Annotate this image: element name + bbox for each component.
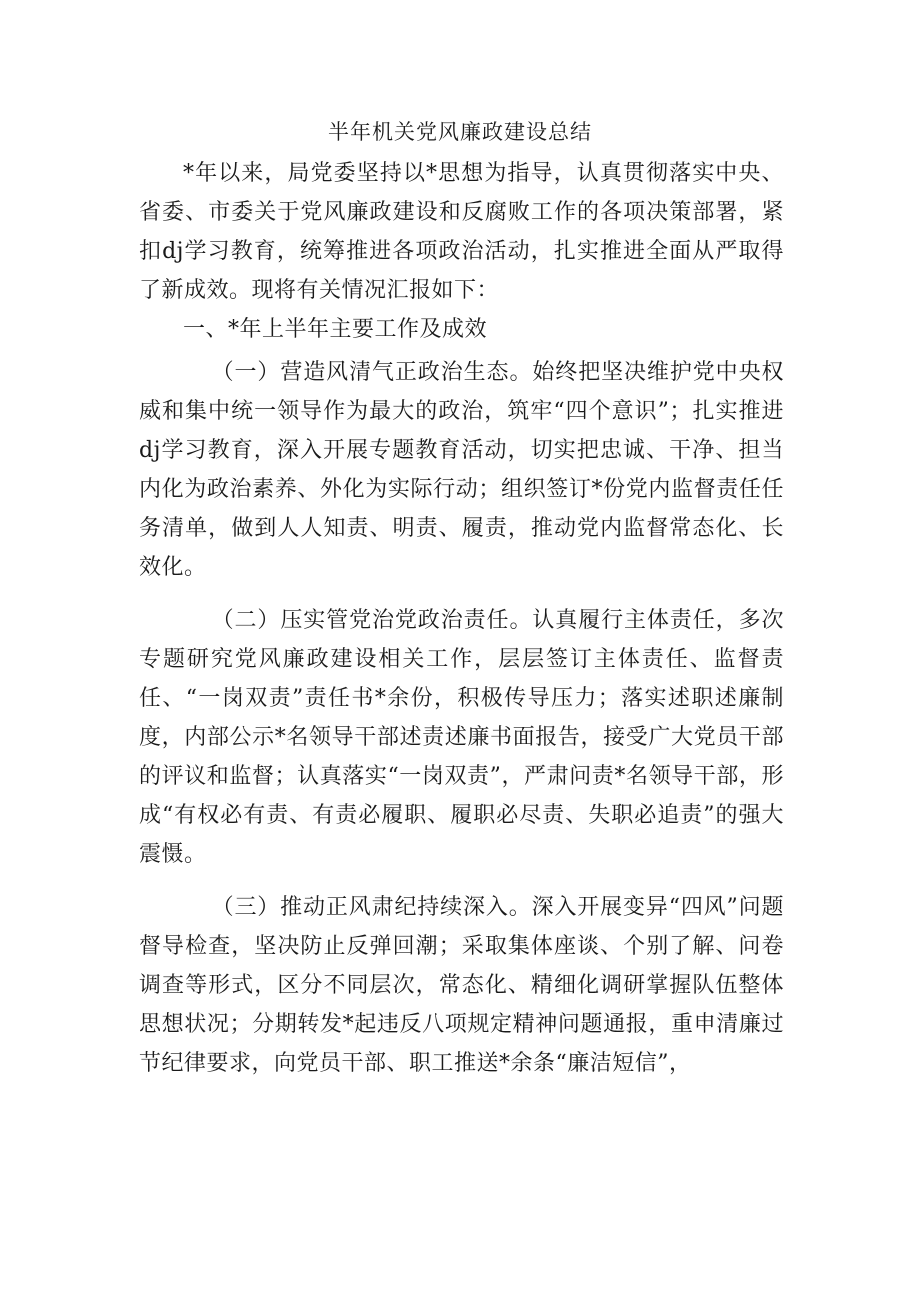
intro-paragraph: *年以来，局党委坚持以*思想为指导，认真贯彻落实中央、省委、市委关于党风廉政建设和反腐败工作的各项决策部署，紧扣dj学习教育，统筹推进各项政治活动，扎实推进全面从严取得了新成效。现将有关情况汇报如下：: [139, 161, 784, 303]
subsection-paragraph-1: （一）营造风清气正政治生态。始终把坚决维护党中央权威和集中统一领导作为最大的政治，筑牢“四个意识”；扎实推进dj学习教育，深入开展专题教育活动，切实把忠诚、干净、担当内化为政治素养、外化为实际行动；组织签订*份党内监督责任任务清单，做到人人知责、明责、履责，推动党内监督常态化、长效化。: [139, 360, 784, 580]
section-heading: 一、*年上半年主要工作及成效: [183, 317, 488, 342]
document-body: [139, 154, 784, 1083]
subsection-paragraph-3: （三）推动正风肃纪持续深入。深入开展变异“四风”问题督导检查，坚决防止反弹回潮；采取集体座谈、个别了解、问卷调查等形式，区分不同层次，常态化、精细化调研掌握队伍整体思想状况；分期转发*起违反八项规定精神问题通报，重申清廉过节纪律要求，向党员干部、职工推送*余条“廉洁短信”，: [139, 895, 784, 1076]
document-title: 半年机关党风廉政建设总结: [328, 120, 592, 144]
subsection-paragraph-2: （二）压实管党治党政治责任。认真履行主体责任，多次专题研究党风廉政建设相关工作，层层签订主体责任、监督责任、“一岗双责”责任书*余份，积极传导压力；落实述职述廉制度，内部公示*名领导干部述责述廉书面报告，接受广大党员干部的评议和监督；认真落实“一岗双责”，严肃问责*名领导干部，形成“有权必有责、有责必履职、履职必尽责、失职必追责”的强大震慑。: [139, 608, 784, 867]
